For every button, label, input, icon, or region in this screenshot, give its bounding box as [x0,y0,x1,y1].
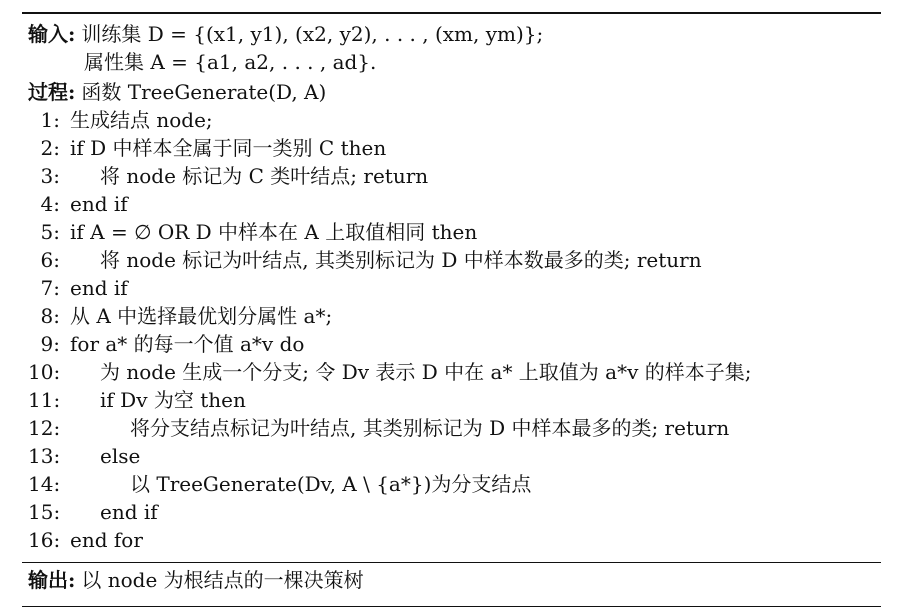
input-line-2 [28,50,879,76]
algorithm-step [28,500,879,526]
step-text: 从 A 中选择最优划分属性 a*; [70,304,333,328]
algorithm-step [28,304,879,330]
output-label: 输出: [28,568,76,592]
step-number: 6: [40,248,60,272]
step-number: 12: [28,416,61,440]
step-number: 9: [40,332,60,356]
output-text: 以 node 为根结点的一棵决策树 [81,568,364,592]
step-text: 将分支结点标记为叶结点, 其类别标记为 D 中样本最多的类; return [130,416,730,440]
algorithm-step [28,332,879,358]
algorithm-step [28,136,879,162]
step-text: 为 node 生成一个分支; 令 Dv 表示 D 中在 a* 上取值为 a*v 的样本子集; [100,360,752,384]
step-text: end if [70,276,128,300]
algorithm-step [28,248,879,274]
step-number: 11: [28,388,61,412]
step-number: 3: [40,164,60,188]
step-text: if A = ∅ OR D 中样本在 A 上取值相同 then [70,220,478,244]
algorithm-step [28,528,879,554]
step-number: 2: [40,136,60,160]
step-number: 16: [28,528,61,552]
algorithm-step [28,164,879,190]
algorithm-step [28,108,879,134]
process-function: 函数 TreeGenerate(D, A) [81,80,327,104]
algorithm-step [28,444,879,470]
step-number: 10: [28,360,61,384]
step-text: 将 node 标记为叶结点, 其类别标记为 D 中样本数最多的类; return [100,248,702,272]
step-text: else [100,444,141,468]
input-line-1 [28,22,879,48]
output-line [28,568,879,594]
step-text: 将 node 标记为 C 类叶结点; return [100,164,429,188]
step-text: for a* 的每一个值 a*v do [70,332,305,356]
step-number: 4: [40,192,60,216]
step-text: end if [70,192,128,216]
step-number: 1: [40,108,60,132]
algorithm-step [28,192,879,218]
step-number: 14: [28,472,61,496]
top-rule [22,12,881,14]
bottom-rule [22,606,881,607]
step-text: end if [100,500,158,524]
process-line [28,80,879,106]
step-text: if D 中样本全属于同一类别 C then [70,136,387,160]
step-number: 7: [40,276,60,300]
step-number: 13: [28,444,61,468]
algorithm-step [28,416,879,442]
step-text: 生成结点 node; [70,108,213,132]
algorithm-step [28,360,879,386]
step-text: if Dv 为空 then [100,388,246,412]
step-number: 15: [28,500,61,524]
algorithm-step [28,276,879,302]
step-number: 5: [40,220,60,244]
algorithm-step [28,388,879,414]
step-text: 以 TreeGenerate(Dv, A \ {a*})为分支结点 [130,472,532,496]
process-label: 过程: [28,80,76,104]
input-label: 输入: [28,22,76,46]
step-text: end for [70,528,143,552]
input-attribute-set: 属性集 A = {a1, a2, . . . , ad}. [84,50,377,74]
input-training-set: 训练集 D = {(x1, y1), (x2, y2), . . . , (xm, ym)}; [81,22,544,46]
step-number: 8: [40,304,60,328]
mid-rule [22,562,881,563]
algorithm-step [28,472,879,498]
algorithm-step [28,220,879,246]
